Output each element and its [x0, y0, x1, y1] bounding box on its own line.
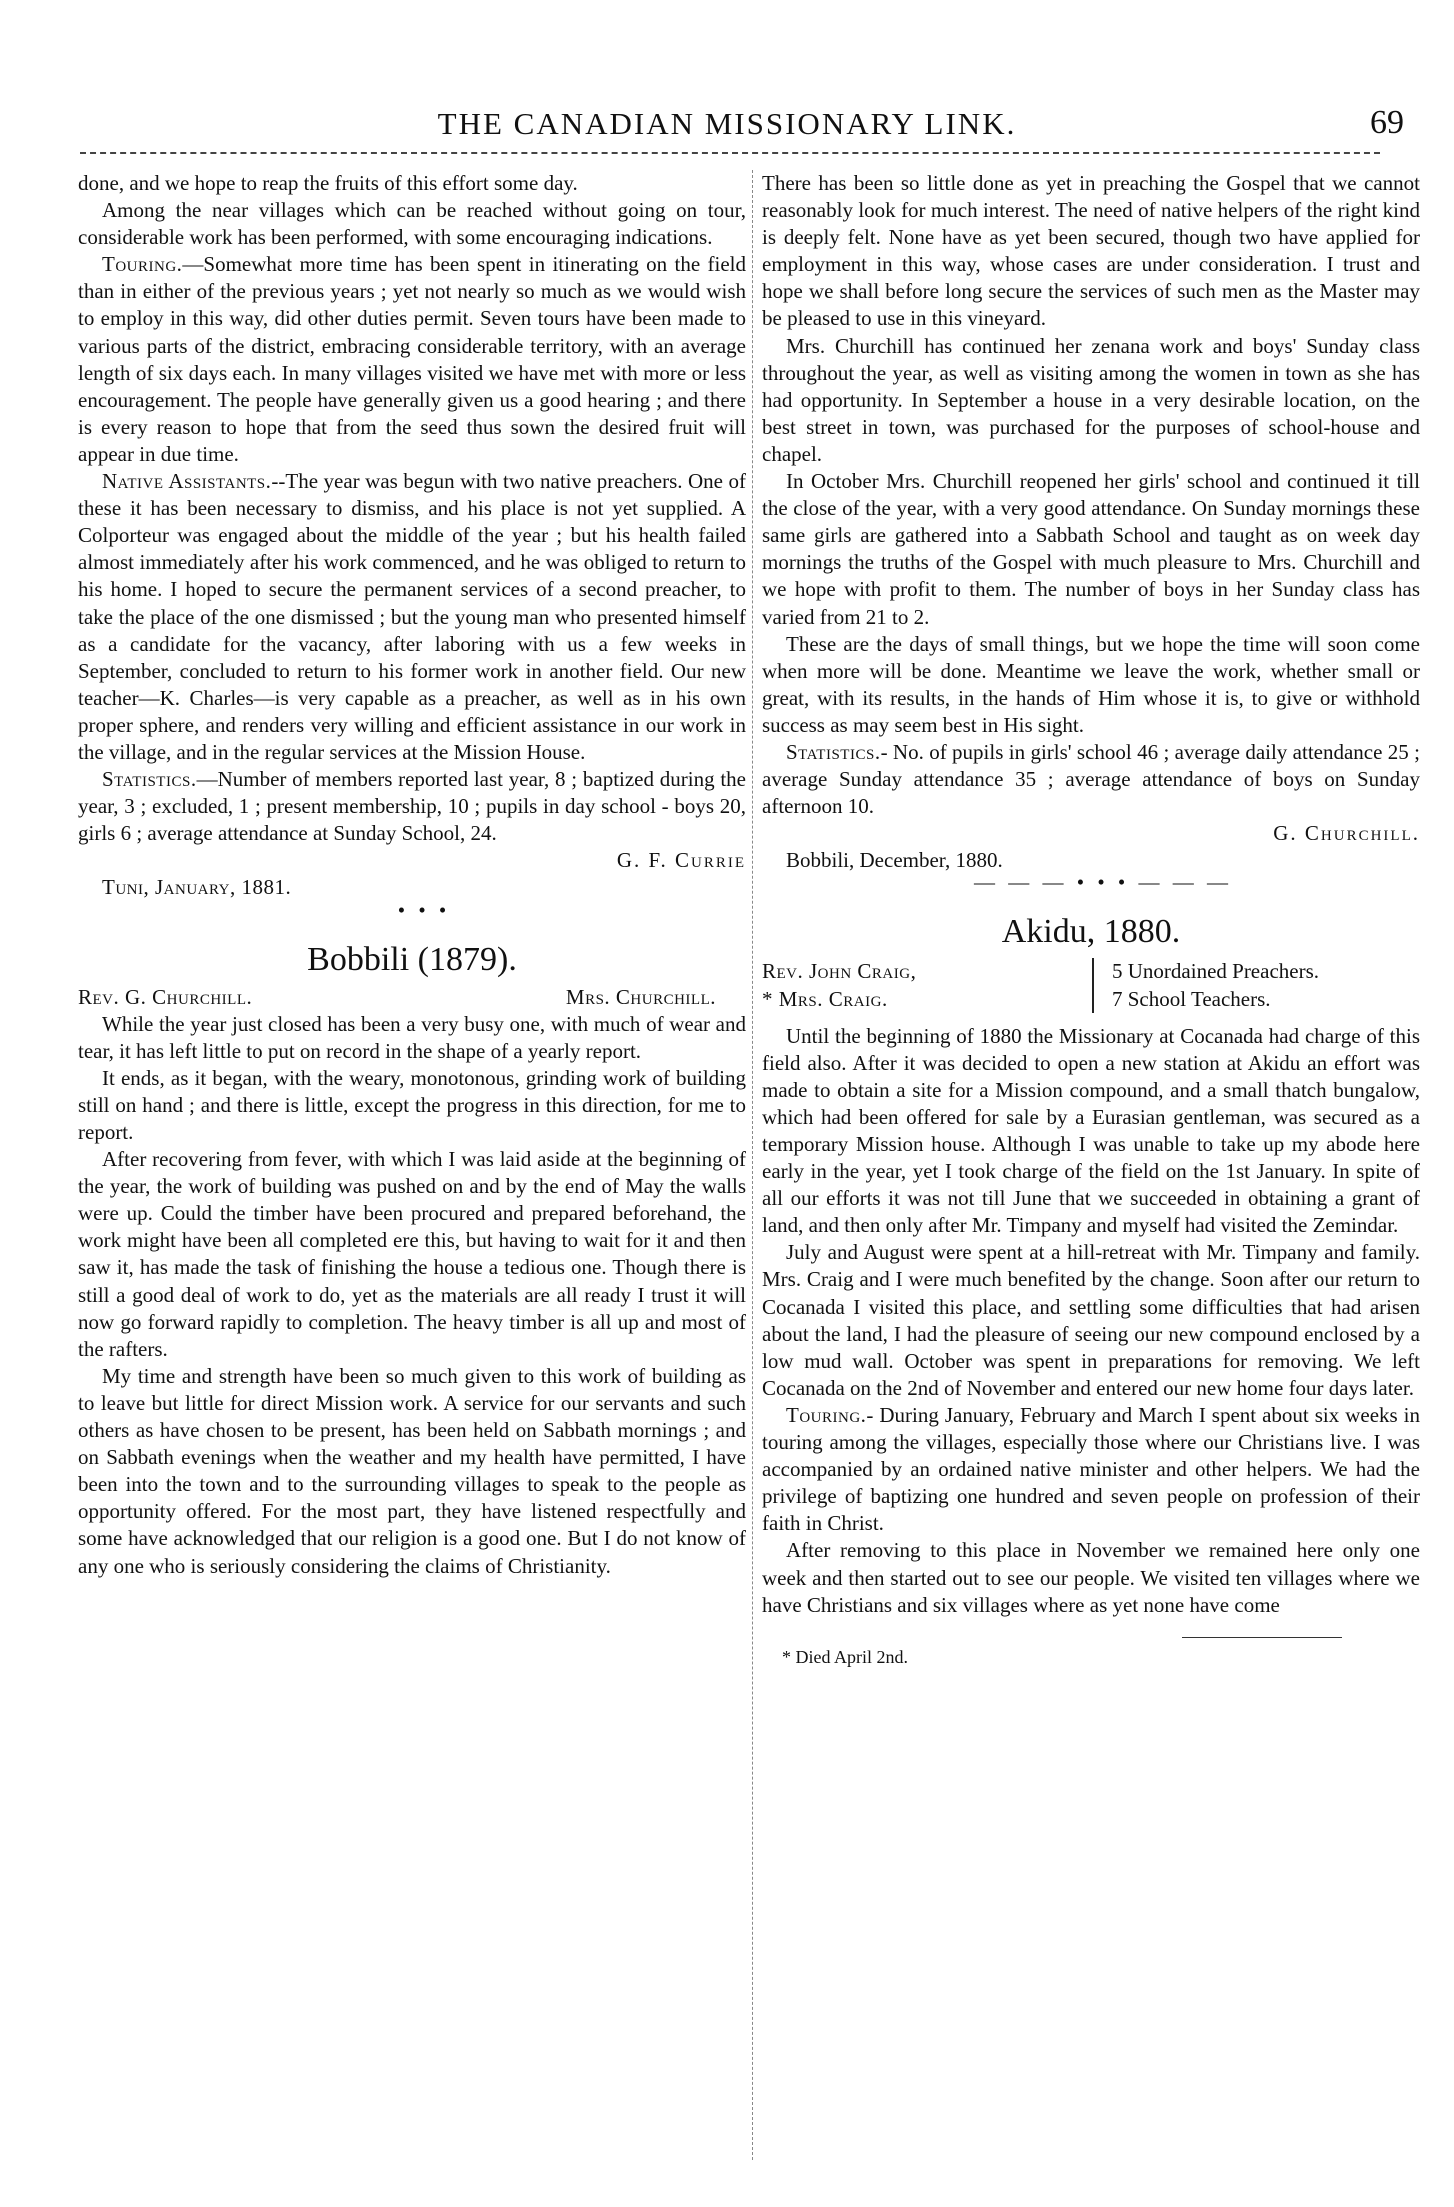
paragraph: After removing to this place in November we remained here only one week and then started out to see our people. We visited ten villages where we have Christians and six villages where as yet none have come [762, 1538, 1420, 1617]
section-separator: • • • [397, 897, 451, 922]
dateline: Bobbili, December, 1880. [786, 848, 1003, 873]
dateline: Tuni, January, 1881. [102, 875, 292, 900]
paragraph: In October Mrs. Churchill reopened her girls' school and continued it till the close of the year, with a very good attendance. On Sunday mornings these same girls are gathered into a Sabbath School and taught as on week day mornings the truths of the Gospel with much pleasure to Mrs. Churchill and we hope with profit to them. The number of boys in her Sunday class has varied from 21 to 2. [762, 469, 1420, 629]
paragraph: It ends, as it began, with the weary, monotonous, grinding work of building still on hand ; and there is little, except the progress in this direction, for me to report. [78, 1065, 746, 1144]
paragraph-touring [78, 251, 746, 468]
paragraph-lead: Touring. [102, 252, 183, 277]
paragraph: done, and we hope to reap the fruits of this effort some day. [78, 171, 578, 195]
paragraph: July and August were spent at a hill-retreat with Mr. Timpany and family. Mrs. Craig and I were much benefited by the change. Soon after our return to Cocanada I visited this place, and settling some difficulties that had arisen about the land, I had the pleasure of seeing our new compound enclosed by a low mud wall. October was spent in preparations for removing. We left Cocanada on the 2nd of November and entered our new home four days later. [762, 1240, 1420, 1400]
paragraph: Mrs. Churchill has continued her zenana work and boys' Sunday class throughout the year, as well as visiting among the women in town as she has had opportunity. In September a house in a very desirable location, on the best street in town, was purchased for the purposes of school-house and chapel. [762, 333, 1420, 466]
staff-helpers [1092, 958, 1319, 1012]
staff-helper-count: 7 School Teachers. [1112, 986, 1271, 1011]
left-column [78, 170, 746, 1580]
paragraph: There has been so little done as yet in preaching the Gospel that we cannot reasonably look for much interest. The need of native helpers of the right kind is deeply felt. None have as yet been secured, though two have applied for employment in this way, whose cases are under consideration. I trust and hope we shall before long secure the services of such men as the Master may be pleased to use in this vineyard. [762, 171, 1420, 331]
staff-missionaries [762, 958, 1092, 1012]
paragraph: Until the beginning of 1880 the Missionary at Cocanada had charge of this field also. After it was decided to open a new station at Akidu an effort was made to obtain a site for a Mission compound, and a small thatch bungalow, which had been offered for sale by a Eurasian gentleman, was secured as a temporary Mission house. Although I was unable to take up my abode here early in the year, yet I took charge of the field on the 1st January. In spite of all our efforts it was not till June that we succeeded in obtaining a grant of land, and then only after Mr. Timpany and myself had visited the Zemindar. [762, 1023, 1420, 1238]
paragraph: After recovering from fever, with which I was laid aside at the beginning of the year, the work of building was pushed on and by the end of May the walls were up. Could the timber have been procured and prepared beforehand, the work might have been all completed ere this, but having to wait for it and then saw it, has made the task of finishing the house a tedious one. Though there is still a good deal of work to do, yet as the materials are all ready I trust it will now go forward rapidly to completion. The heavy timber is all up and most of the rafters. [78, 1147, 746, 1361]
section-title-akidu: Akidu, 1880. [1001, 913, 1181, 951]
paragraph-body: - No. of pupils in girls' school 46 ; average daily attendance 25 ; average Sunday attendance 35 ; average attendance of boys on Sunday afternoon 10. [762, 739, 1420, 819]
staff-table [762, 958, 1420, 1012]
paragraph-native-assistants [78, 468, 746, 766]
paragraph-touring [762, 1402, 1420, 1537]
page-number: 69 [1370, 104, 1404, 141]
column-divider [752, 170, 753, 2160]
paragraph-statistics [762, 739, 1420, 820]
paragraph: Among the near villages which can be reached without going on tour, considerable work has been performed, with some encouraging indications. [78, 198, 746, 250]
paragraph-statistics [78, 766, 746, 847]
staff-missionary: * Mrs. Craig. [762, 986, 888, 1011]
paragraph: These are the days of small things, but we hope the time will soon come when more will be done. Meantime we leave the work, whether small or great, with its results, in the hands of Him whose it is, to give or withhold success as may seem best in His sight. [762, 631, 1420, 737]
staff-missionary: Rev. John Craig, [762, 959, 917, 984]
staff-line [78, 984, 746, 1011]
paragraph-body: - During January, February and March I spent about six weeks in touring among the villages, especially those where our Christians live. I was accompanied by an ordained native minister and other helpers. We had the privilege of baptizing one hundred and seven people on profession of their faith in Christ. [762, 1402, 1420, 1536]
right-column [762, 170, 1420, 1671]
paragraph-lead: Touring. [786, 1402, 867, 1427]
paragraph-lead: Statistics. [102, 767, 197, 792]
paragraph-body: —Number of members reported last year, 8 ; baptized during the year, 3 ; excluded, 1 ; present membership, 10 ; pupils in day school - boys 20, girls 6 ; average attendance at Sunday School, 24. [78, 767, 746, 846]
paragraph-lead: Statistics. [786, 739, 881, 764]
paragraph-lead: Native Assistants. [102, 469, 272, 494]
header-rule [80, 152, 1380, 154]
section-separator: — — — • • • — — — [973, 870, 1233, 895]
staff-missionary: Rev. G. Churchill. [78, 984, 253, 1009]
paragraph: My time and strength have been so much given to this work of building as to leave but little for direct Mission work. A service for our servants and such others as have chosen to be present, has been held on Sabbath mornings ; and on Sabbath evenings when the weather and my health have permitted, I have been into the town and to the surrounding villages to speak to the people as opportunity offered. For the most part, they have listened respectfully and some have acknowledged that our religion is a good one. But I do not know of any one who is seriously considering the claims of Christianity. [78, 1363, 746, 1578]
paragraph: While the year just closed has been a very busy one, with much of wear and tear, it has left little to put on record in the shape of a yearly report. [78, 1011, 746, 1063]
paragraph-body: --The year was begun with two native preachers. One of these it has been necessary to dismiss, and his place is not yet supplied. A Colporteur was engaged about the middle of the year ; but his health failed almost immediately after his work commenced, and he was obliged to return to his home. I hoped to secure the permanent services of a second preacher, to take the place of the one dismissed ; but the young man who presented himself as a candidate for the vacancy, after laboring with us a few weeks in September, concluded to return to his former work in another field. Our new teacher—K. Charles—is very capable as a preacher, as well as in his own proper sphere, and renders very willing and efficient assistance in our work in the village, and in the regular services at the Mission House. [78, 469, 746, 764]
staff-helper-count: 5 Unordained Preachers. [1112, 959, 1320, 984]
footnote-rule [1182, 1637, 1342, 1638]
footnote: * Died April 2nd. [782, 1646, 908, 1667]
section-title-bobbili: Bobbili (1879). [307, 940, 517, 978]
signature: G. Churchill. [1273, 821, 1420, 846]
paragraph-body: —Somewhat more time has been spent in itinerating on the field than in either of the previous years ; yet not nearly so much as we would wish to employ in this way, did other duties permit. Seven tours have been made to various parts of the district, embracing considerable territory, with an average length of six days each. In many villages visited we have met with more or less encouragement. The people have generally given us a good hearing ; and there is every reason to hope that from the seed thus sown the desired fruit will appear in due time. [78, 252, 746, 466]
signature: G. F. Currie [616, 848, 746, 873]
page-header-title: THE CANADIAN MISSIONARY LINK. [437, 106, 1017, 141]
staff-missionary: Mrs. Churchill. [565, 984, 716, 1009]
